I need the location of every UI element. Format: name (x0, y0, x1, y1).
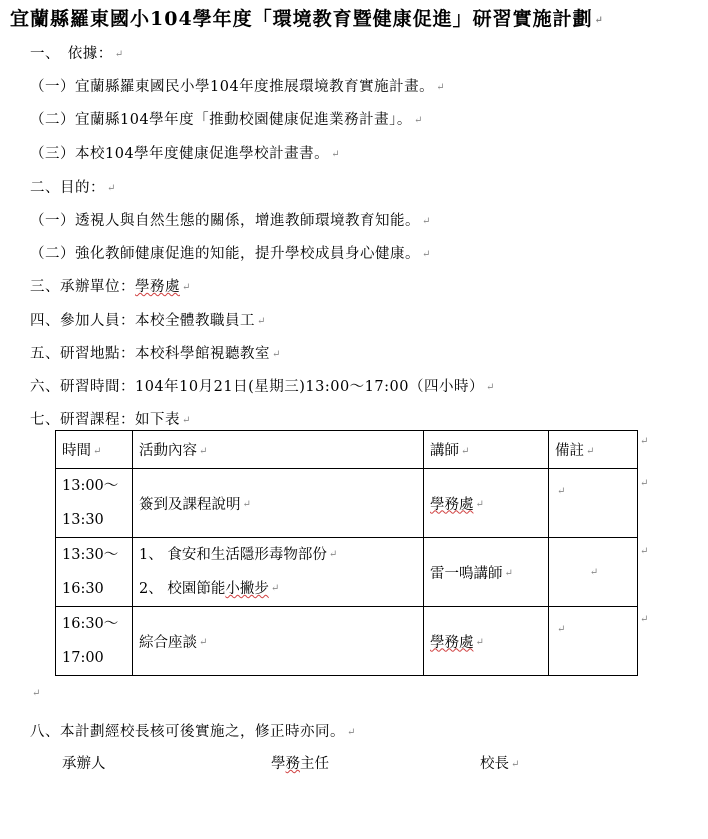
lecturer-cell: 學務處 ↵ (424, 607, 549, 676)
activity-cell: 綜合座談 ↵ (133, 607, 424, 676)
section-1-item-2: （二）宜蘭縣104學年度「推動校園健康促進業務計畫」。 ↵ (30, 112, 423, 128)
activity-cell: 簽到及課程說明 ↵ (133, 469, 424, 538)
section-3-organizer: 三、承辦單位：學務處 ↵ (30, 279, 191, 295)
note-cell: ↵ (549, 469, 638, 538)
section-1-heading: 一、 依據： ↵ (30, 46, 124, 62)
section-2-item-2: （二）強化教師健康促進的知能，提升學校成員身心健康。 ↵ (30, 246, 431, 262)
signature-organizer: 承辦人 (62, 756, 106, 772)
section-2-item-1: （一）透視人與自然生態的關係，增進教師環境教育知能。 ↵ (30, 213, 431, 229)
row-end-mark: ↵ (640, 478, 649, 489)
header-time: 時間 ↵ (56, 431, 133, 469)
section-4-participants: 四、參加人員：本校全體教職員工 ↵ (30, 313, 266, 329)
time-cell: 13:00～ 13:30 (56, 469, 133, 538)
note-cell: ↵ (549, 607, 638, 676)
table-header-row (56, 431, 638, 469)
empty-paragraph-mark: ↵ (32, 688, 41, 699)
table-row (56, 469, 638, 538)
course-schedule-table (55, 430, 638, 676)
row-end-mark: ↵ (640, 614, 649, 625)
section-7-course: 七、研習課程：如下表 ↵ (30, 412, 191, 428)
row-end-mark: ↵ (640, 436, 649, 447)
header-activity: 活動內容 ↵ (133, 431, 424, 469)
lecturer-cell: 學務處 ↵ (424, 469, 549, 538)
section-5-location: 五、研習地點：本校科學館視聽教室 ↵ (30, 346, 281, 362)
header-lecturer: 講師 ↵ (424, 431, 549, 469)
organizer-unit: 學務處 (135, 279, 180, 295)
section-1-item-3: （三）本校104學年度健康促進學校計畫書。 ↵ (30, 146, 341, 162)
table-row (56, 607, 638, 676)
section-6-time: 六、研習時間：104年10月21日(星期三)13:00～17:00（四小時） ↵ (30, 379, 495, 395)
row-end-mark: ↵ (640, 546, 649, 557)
table-row (56, 538, 638, 607)
header-note: 備註 ↵ (549, 431, 638, 469)
activity-cell: 1、 食安和生活隱形毒物部份 ↵ 2、 校園節能小撇步 ↵ (133, 538, 424, 607)
lecturer-cell: 雷一鳴講師 ↵ (424, 538, 549, 607)
section-8-approval: 八、本計劃經校長核可後實施之，修正時亦同。 ↵ (30, 724, 356, 740)
document-title: 宜蘭縣羅東國小104學年度「環境教育暨健康促進」研習實施計劃 ↵ (10, 8, 605, 30)
signature-director: 學務主任 (271, 756, 329, 772)
signature-principal: 校長 ↵ (480, 756, 520, 772)
section-1-item-1: （一）宜蘭縣羅東國民小學104年度推展環境教育實施計畫。 ↵ (30, 79, 446, 95)
time-cell: 13:30～ 16:30 (56, 538, 133, 607)
section-2-heading: 二、目的： ↵ (30, 180, 116, 196)
note-cell: ↵ (549, 538, 638, 607)
time-cell: 16:30～ 17:00 (56, 607, 133, 676)
